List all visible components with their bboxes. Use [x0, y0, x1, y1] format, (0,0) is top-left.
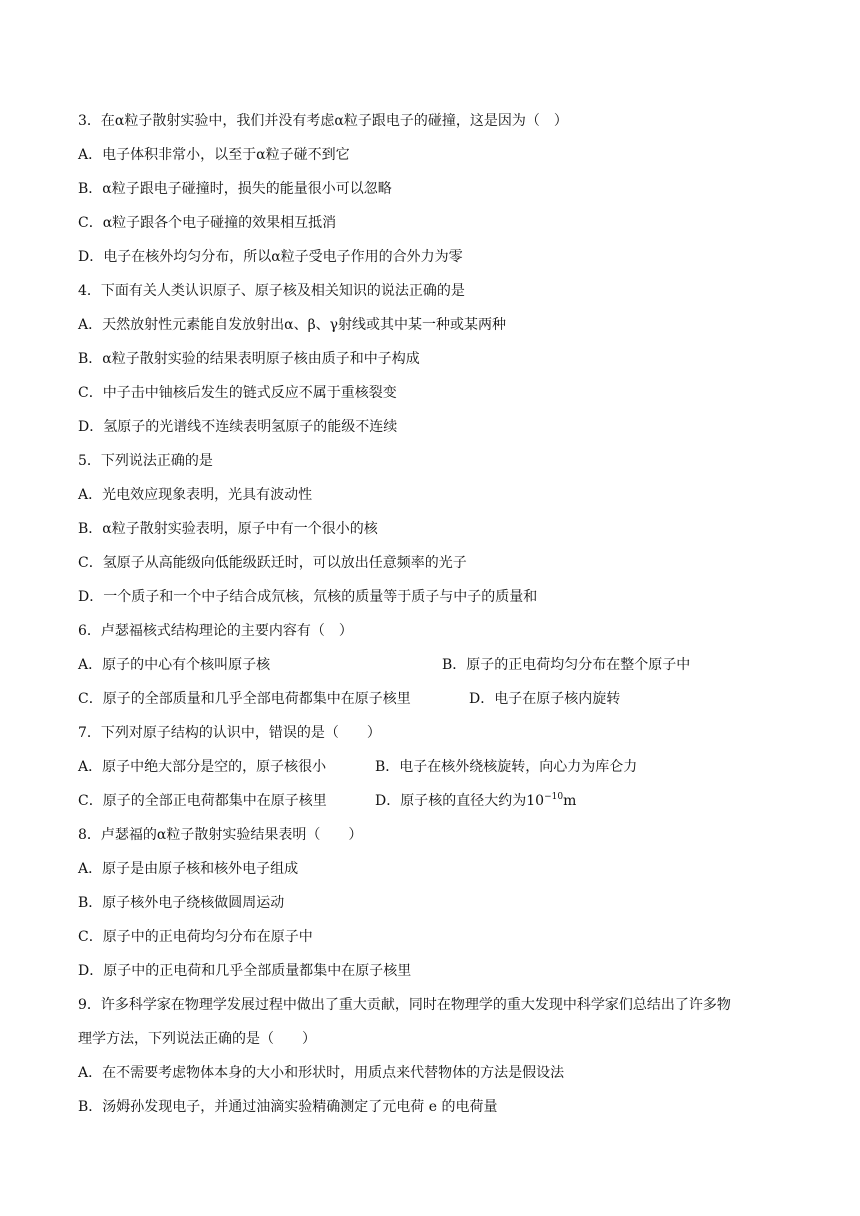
- question-5-option-a: A．光电效应现象表明，光具有波动性: [78, 487, 313, 503]
- question-7-option-d-unit: m: [563, 793, 577, 809]
- question-3-option-a: A．电子体积非常小，以至于α粒子碰不到它: [78, 147, 350, 163]
- question-7-options-row-2: [78, 791, 577, 811]
- question-7-option-d-text: D．原子核的直径大约为: [375, 793, 527, 809]
- question-6-option-b: B．原子的正电荷均匀分布在整个原子中: [442, 657, 691, 673]
- question-4-option-a: A．天然放射性元素能自发放射出α、β、γ射线或其中某一种或某两种: [78, 317, 507, 333]
- question-9-stem-line-2: 理学方法，下列说法正确的是（ ）: [78, 1031, 316, 1047]
- question-7-option-d-exponent: −10: [544, 792, 564, 802]
- question-5-stem: 5．下列说法正确的是: [78, 453, 213, 469]
- question-8-option-c: C．原子中的正电荷均匀分布在原子中: [78, 929, 313, 945]
- question-6-option-d: D．电子在原子核内旋转: [469, 691, 621, 707]
- question-9-stem-line-1: 9．许多科学家在物理学发展过程中做出了重大贡献，同时在物理学的重大发现中科学家们总结出了许多物: [78, 997, 731, 1013]
- question-8-stem: 8．卢瑟福的α粒子散射实验结果表明（ ）: [78, 827, 363, 843]
- question-7-stem: 7．下列对原子结构的认识中，错误的是（ ）: [78, 725, 381, 741]
- question-6-option-c: C．原子的全部质量和几乎全部电荷都集中在原子核里: [78, 691, 411, 707]
- question-4-option-d: D．氢原子的光谱线不连续表明氢原子的能级不连续: [78, 419, 398, 435]
- question-9-option-b: B．汤姆孙发现电子，并通过油滴实验精确测定了元电荷 e 的电荷量: [78, 1099, 498, 1115]
- question-9-option-a: A．在不需要考虑物体本身的大小和形状时，用质点来代替物体的方法是假设法: [78, 1065, 565, 1081]
- question-4-option-c: C．中子击中铀核后发生的链式反应不属于重核裂变: [78, 385, 397, 401]
- question-6-stem: 6．卢瑟福核式结构理论的主要内容有（ ）: [78, 623, 353, 639]
- question-3-option-b: B．α粒子跟电子碰撞时，损失的能量很小可以忽略: [78, 181, 392, 197]
- question-6-option-a: A．原子的中心有个核叫原子核: [78, 657, 271, 673]
- question-8-option-b: B．原子核外电子绕核做圆周运动: [78, 895, 285, 911]
- question-3-option-d: D．电子在核外均匀分布，所以α粒子受电子作用的合外力为零: [78, 249, 463, 265]
- question-6-options-row-2: [78, 689, 621, 709]
- question-7-option-a: A．原子中绝大部分是空的，原子核很小: [78, 759, 327, 775]
- question-7-options-row-1: [78, 757, 638, 777]
- question-8-option-d: D．原子中的正电荷和几乎全部质量都集中在原子核里: [78, 963, 412, 979]
- question-3-option-c: C．α粒子跟各个电子碰撞的效果相互抵消: [78, 215, 337, 231]
- question-5-option-d: D．一个质子和一个中子结合成氘核，氘核的质量等于质子与中子的质量和: [78, 589, 538, 605]
- question-4-option-b: B．α粒子散射实验的结果表明原子核由质子和中子构成: [78, 351, 420, 367]
- question-6-options-row-1: [78, 655, 691, 675]
- question-5-option-b: B．α粒子散射实验表明，原子中有一个很小的核: [78, 521, 378, 537]
- question-8-option-a: A．原子是由原子核和核外电子组成: [78, 861, 299, 877]
- question-7-option-d-base: 10: [526, 793, 545, 809]
- question-7-option-c: C．原子的全部正电荷都集中在原子核里: [78, 793, 327, 809]
- question-3-stem: 3．在α粒子散射实验中，我们并没有考虑α粒子跟电子的碰撞，这是因为（ ）: [78, 113, 568, 129]
- question-5-option-c: C．氢原子从高能级向低能级跃迁时，可以放出任意频率的光子: [78, 555, 467, 571]
- question-4-stem: 4．下面有关人类认识原子、原子核及相关知识的说法正确的是: [78, 283, 465, 299]
- question-7-option-d: [375, 791, 576, 811]
- question-7-option-b: B．电子在核外绕核旋转，向心力为库仑力: [375, 759, 638, 775]
